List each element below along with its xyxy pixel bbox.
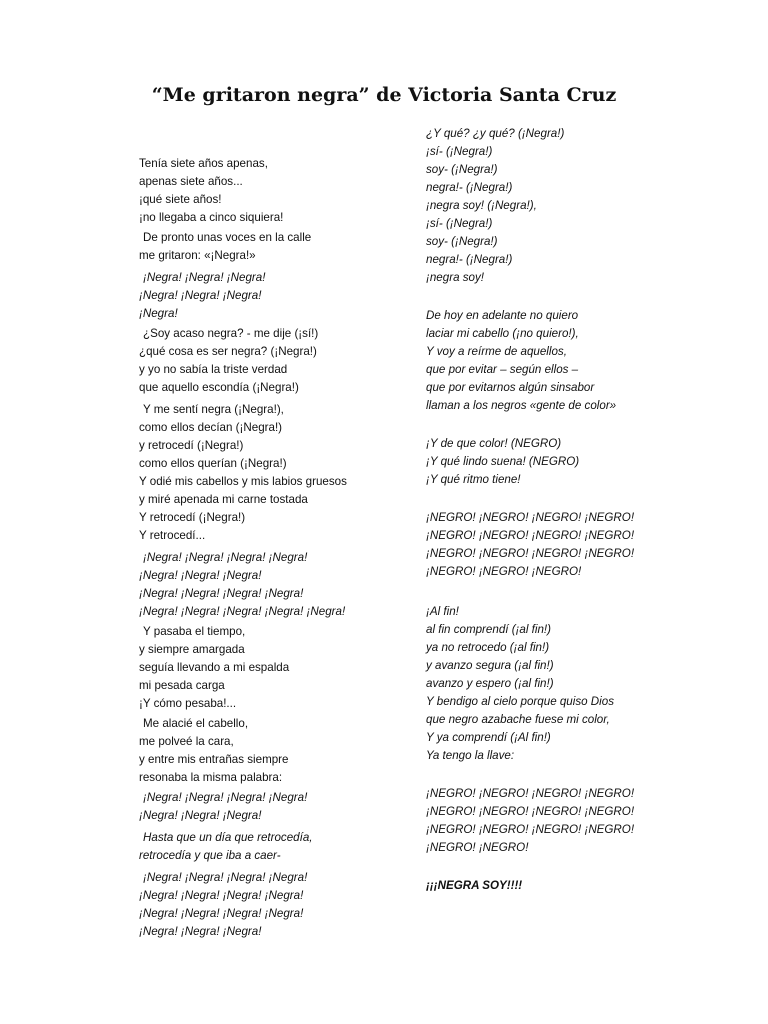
poem-line: negra!- (¡Negra!) [426, 181, 513, 194]
poem-line: ¡Negra! ¡Negra! ¡Negra! ¡Negra! [139, 889, 304, 902]
poem-line: ¡sí- (¡Negra!) [426, 145, 493, 158]
poem-line: avanzo y espero (¡al fin!) [426, 677, 554, 690]
poem-line: ¡no llegaba a cinco siquiera! [139, 211, 284, 224]
poem-line: ¡Negra! [139, 307, 178, 320]
poem-line: ¿Soy acaso negra? - me dije (¡sí!) [143, 327, 319, 340]
poem-line: ¡negra soy! (¡Negra!), [426, 199, 537, 212]
poem-line: y avanzo segura (¡al fin!) [426, 659, 554, 672]
poem-line: ¡Y qué ritmo tiene! [426, 473, 521, 486]
poem-line: me polveé la cara, [139, 735, 234, 748]
poem-line: ¡Negra! ¡Negra! ¡Negra! ¡Negra! [139, 907, 304, 920]
poem-line: negra!- (¡Negra!) [426, 253, 513, 266]
poem-line: ¡NEGRO! ¡NEGRO! ¡NEGRO! ¡NEGRO! [426, 511, 635, 524]
poem-line: que aquello escondía (¡Negra!) [139, 381, 299, 394]
poem-line: ¡Negra! ¡Negra! ¡Negra! [139, 809, 262, 822]
poem-line: resonaba la misma palabra: [139, 771, 283, 784]
poem-line: ¡Al fin! [426, 605, 459, 618]
poem-line: Ya tengo la llave: [426, 749, 515, 762]
poem-line: me gritaron: «¡Negra!» [139, 249, 256, 262]
poem-line: que negro azabache fuese mi color, [426, 713, 610, 726]
poem-line: ¡NEGRO! ¡NEGRO! ¡NEGRO! ¡NEGRO! [426, 805, 635, 818]
poem-line: apenas siete años... [139, 175, 243, 188]
poem-title: “Me gritaron negra” de Victoria Santa Cruz [151, 84, 617, 106]
poem-line: ¿qué cosa es ser negra? (¡Negra!) [139, 345, 317, 358]
poem-line: De pronto unas voces en la calle [143, 231, 312, 244]
poem-line: ¡NEGRO! ¡NEGRO! ¡NEGRO! [426, 565, 582, 578]
poem-line: ¡Negra! ¡Negra! ¡Negra! ¡Negra! [139, 587, 304, 600]
poem-line: ¡¡¡NEGRA SOY!!!! [426, 879, 523, 892]
poem-line: ¡Negra! ¡Negra! ¡Negra! ¡Negra! [143, 791, 308, 804]
poem-line: como ellos querían (¡Negra!) [139, 457, 287, 470]
poem-line: y siempre amargada [139, 643, 245, 656]
poem-line: De hoy en adelante no quiero [426, 309, 579, 322]
poem-line: ya no retrocedo (¡al fin!) [426, 641, 550, 654]
poem-line: Y pasaba el tiempo, [143, 625, 246, 638]
poem-line: ¡Y qué lindo suena! (NEGRO) [426, 455, 580, 468]
poem-line: ¡NEGRO! ¡NEGRO! ¡NEGRO! ¡NEGRO! [426, 529, 635, 542]
poem-line: Y odié mis cabellos y mis labios gruesos [139, 475, 347, 488]
poem-line: Y retrocedí (¡Negra!) [139, 511, 246, 524]
poem-line: ¡Negra! ¡Negra! ¡Negra! ¡Negra! [143, 871, 308, 884]
poem-line: ¡Negra! ¡Negra! ¡Negra! ¡Negra! ¡Negra! [139, 605, 346, 618]
poem-line: ¡Negra! ¡Negra! ¡Negra! ¡Negra! [143, 551, 308, 564]
poem-line: ¡Negra! ¡Negra! ¡Negra! [139, 569, 262, 582]
poem-line: Y voy a reírme de aquellos, [426, 345, 567, 358]
poem-line: como ellos decían (¡Negra!) [139, 421, 283, 434]
poem-line: ¡NEGRO! ¡NEGRO! [426, 841, 529, 854]
poem-line: Me alacié el cabello, [143, 717, 249, 730]
poem-line: ¿Y qué? ¿y qué? (¡Negra!) [426, 127, 565, 140]
poem-line: retrocedía y que iba a caer- [139, 849, 281, 862]
poem-line: ¡NEGRO! ¡NEGRO! ¡NEGRO! ¡NEGRO! [426, 547, 635, 560]
poem-line: ¡Y de que color! (NEGRO) [426, 437, 562, 450]
poem-line: ¡sí- (¡Negra!) [426, 217, 493, 230]
poem-line: ¡Negra! ¡Negra! ¡Negra! [139, 289, 262, 302]
poem-line: Tenía siete años apenas, [139, 157, 268, 170]
poem-line: laciar mi cabello (¡no quiero!), [426, 327, 579, 340]
poem-line: ¡Negra! ¡Negra! ¡Negra! [139, 925, 262, 938]
poem-line: ¡Negra! ¡Negra! ¡Negra! [143, 271, 266, 284]
poem-line: que por evitar – según ellos – [426, 363, 579, 376]
poem-line: Hasta que un día que retrocedía, [143, 831, 313, 844]
poem-line: llaman a los negros «gente de color» [426, 399, 617, 412]
poem-line: ¡qué siete años! [139, 193, 222, 206]
poem-line: soy- (¡Negra!) [426, 163, 498, 176]
poem-line: ¡NEGRO! ¡NEGRO! ¡NEGRO! ¡NEGRO! [426, 787, 635, 800]
poem-line: Y me sentí negra (¡Negra!), [143, 403, 284, 416]
poem-line: ¡Y cómo pesaba!... [139, 697, 237, 710]
poem-line: al fin comprendí (¡al fin!) [426, 623, 552, 636]
poem-line: Y bendigo al cielo porque quiso Dios [426, 695, 614, 708]
poem-line: soy- (¡Negra!) [426, 235, 498, 248]
poem-line: que por evitarnos algún sinsabor [426, 381, 595, 394]
poem-line: seguía llevando a mi espalda [139, 661, 290, 674]
poem-line: y entre mis entrañas siempre [139, 753, 289, 766]
poem-line: Y retrocedí... [139, 529, 206, 542]
poem-line: y retrocedí (¡Negra!) [139, 439, 244, 452]
poem-line: y yo no sabía la triste verdad [139, 363, 288, 376]
poem-line: ¡NEGRO! ¡NEGRO! ¡NEGRO! ¡NEGRO! [426, 823, 635, 836]
poem-line: mi pesada carga [139, 679, 225, 692]
poem-line: ¡negra soy! [426, 271, 484, 284]
poem-line: y miré apenada mi carne tostada [139, 493, 308, 506]
poem-line: Y ya comprendí (¡Al fin!) [426, 731, 551, 744]
